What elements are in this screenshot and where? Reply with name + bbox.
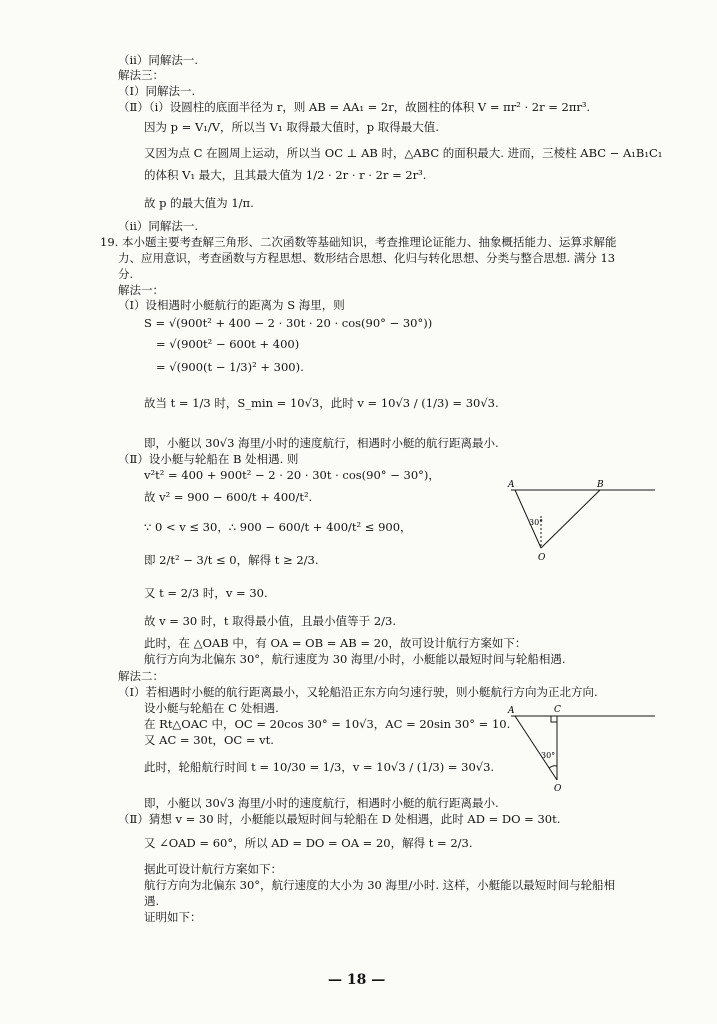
equation: S = √(900t² + 400 − 2 · 30t · 20 · cos(90° − 30°)) <box>144 316 433 330</box>
equation: 故当 t = 1/3 时，S_min = 10√3，此时 v = 10√3 / (1/3) = 30√3. <box>144 396 499 410</box>
segment-ob <box>541 490 600 548</box>
text-line: 遇. <box>144 894 160 908</box>
text-line: 据此可设计航行方案如下： <box>144 862 282 876</box>
section-heading: 解法一： <box>118 283 164 297</box>
text-line: （Ⅰ）若相遇时小艇的航行距离最小，又轮船沿正东方向匀速行驶，则小艇航行方向为正北方向. <box>118 685 598 699</box>
right-angle-mark <box>551 716 557 722</box>
equation: 又 ∠OAD = 60°，所以 AD = DO = OA = 20，解得 t = 2/3. <box>144 836 473 850</box>
text-line: （Ⅱ）猜想 v = 30 时，小艇能以最短时间与轮船在 D 处相遇，此时 AD = DO = 30t. <box>118 812 561 826</box>
triangle-oab-diagram <box>505 478 665 563</box>
label-a: A <box>508 706 515 716</box>
equation: = √(900t² − 600t + 400) <box>156 337 300 351</box>
equation: 又 AC = 30t，OC = vt. <box>144 733 274 747</box>
text-line: 因为 p = V₁/V，所以当 V₁ 取得最大值时，p 取得最大值. <box>144 120 439 134</box>
text-line: （ⅱ）同解法一. <box>118 53 199 67</box>
equation: ∵ 0 < v ≤ 30，∴ 900 − 600/t + 400/t² ≤ 900， <box>144 520 412 534</box>
equation: 在 Rt△OAC 中，OC = 20cos 30° = 10√3，AC = 20sin 30° = 10. <box>144 717 511 731</box>
text-line: （Ⅱ）（ⅰ）设圆柱的底面半径为 r，则 AB = AA₁ = 2r，故圆柱的体积 V = πr² · 2r = 2πr³. <box>118 100 591 114</box>
equation: 此时，轮船航行时间 t = 10/30 = 1/3，v = 10√3 / (1/3) = 30√3. <box>144 760 495 774</box>
text-line: （Ⅰ）同解法一. <box>118 84 196 98</box>
text-line: 设小艇与轮船在 C 处相遇. <box>144 701 279 715</box>
label-c: C <box>554 705 561 715</box>
text-line: 证明如下： <box>144 910 202 924</box>
label-b: B <box>597 480 604 490</box>
problem-intro: 力、应用意识，考查函数与方程思想、数形结合思想、化归与转化思想、分类与整合思想. 满分 13 <box>118 251 616 265</box>
equation: 故 v² = 900 − 600/t + 400/t². <box>144 490 313 504</box>
text-line: 的体积 V₁ 最大，且其最大值为 1/2 · 2r · r · 2r = 2r³. <box>144 168 427 182</box>
label-a: A <box>508 480 515 490</box>
text-line: （Ⅱ）设小艇与轮船在 B 处相遇. 则 <box>118 452 299 466</box>
text-line: 即，小艇以 30√3 海里/小时的速度航行，相遇时小艇的航行距离最小. <box>144 796 499 810</box>
page-number: — 18 — <box>328 972 386 988</box>
text-line: 故 p 的最大值为 1/π. <box>144 196 254 210</box>
segment-oa <box>515 716 557 780</box>
text-line: 此时，在 △OAB 中，有 OA = OB = AB = 20，故可设计航行方案如下： <box>144 636 527 650</box>
label-o: O <box>538 553 546 563</box>
equation: = √(900(t − 1/3)² + 300). <box>156 360 304 374</box>
text-line: 航行方向为北偏东 30°，航行速度的大小为 30 海里/小时. 这样，小艇能以最短时间与轮船相 <box>144 878 616 892</box>
text-line: （ⅱ）同解法一. <box>118 219 199 233</box>
problem-intro: 19. 本小题主要考查解三角形、二次函数等基础知识，考查推理论证能力、抽象概括能力、运算求解能 <box>100 235 617 249</box>
label-o: O <box>554 784 562 792</box>
label-angle: 30° <box>541 751 556 760</box>
text-line: 即，小艇以 30√3 海里/小时的速度航行，相遇时小艇的航行距离最小. <box>144 436 499 450</box>
text-line: 又因为点 C 在圆周上运动，所以当 OC ⊥ AB 时，△ABC 的面积最大. 进而，三棱柱 ABC − A₁B₁C₁ <box>144 146 663 160</box>
label-angle: 30° <box>529 518 544 527</box>
equation: 又 t = 2/3 时，v = 30. <box>144 586 268 600</box>
text-line: 航行方向为北偏东 30°，航行速度为 30 海里/小时，小艇能以最短时间与轮船相遇. <box>144 652 566 666</box>
text-line: （Ⅰ）设相遇时小艇航行的距离为 S 海里，则 <box>118 298 345 312</box>
problem-intro: 分. <box>118 267 134 281</box>
section-heading: 解法三： <box>118 68 164 82</box>
equation: 故 v = 30 时，t 取得最小值，且最小值等于 2/3. <box>144 614 396 628</box>
angle-arc <box>549 766 557 768</box>
triangle-oac-diagram <box>505 702 665 792</box>
equation: v²t² = 400 + 900t² − 2 · 20 · 30t · cos(90° − 30°)， <box>144 468 440 482</box>
section-heading: 解法二： <box>118 669 164 683</box>
equation: 即 2/t² − 3/t ≤ 0，解得 t ≥ 2/3. <box>144 553 319 567</box>
